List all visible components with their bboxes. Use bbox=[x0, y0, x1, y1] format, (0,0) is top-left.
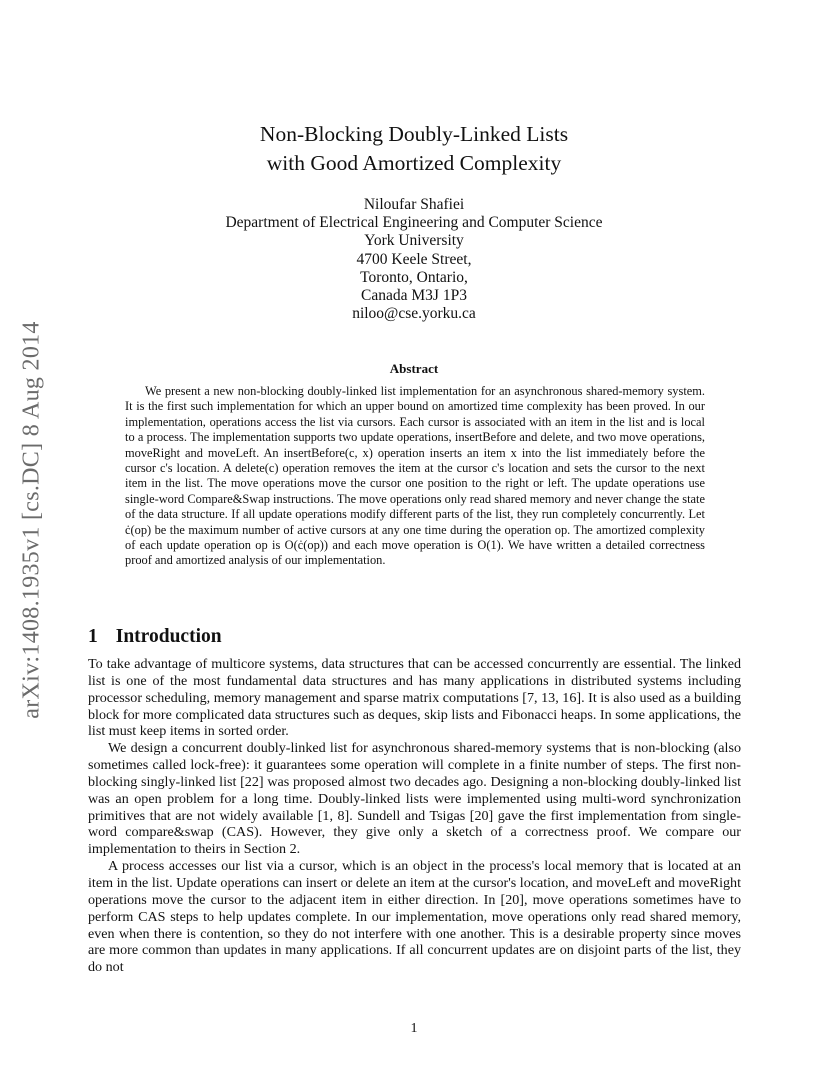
title-line-2: with Good Amortized Complexity bbox=[266, 151, 562, 175]
page-number: 1 bbox=[410, 1021, 418, 1036]
body-paragraph: A process accesses our list via a cursor, which is an object in the process's local memory that is located at an item in the list. Update operations can insert or delete an item at the cursor's location, and moveLeft and moveRight operations move the cursor to the adjacent item in either direction. In [20], move operations sometimes have to perform CAS steps to help updates complete. In our implementation, move operations only read shared memory, even when there is contention, so they do not interfere with one another. This is a desirable property since moves are more common than updates in many applications. If all concurrent updates are on disjoint parts of the list, they do not bbox=[88, 858, 741, 976]
body-paragraph: To take advantage of multicore systems, data structures that can be accessed concurrently are essential. The linked list is one of the most fundamental data structures and has many applications in distributed systems including processor scheduling, memory management and sparse matrix computations [7, 13, 16]. It is also used as a building block for more complicated data structures such as deques, skip lists and Fibonacci heaps. In some applications, the list must keep items in sorted order. bbox=[88, 656, 741, 740]
author-block bbox=[0, 196, 828, 323]
section-title: Introduction bbox=[115, 626, 222, 647]
author-email: niloo@cse.yorku.ca bbox=[352, 305, 476, 323]
author-city: Toronto, Ontario, bbox=[360, 268, 468, 286]
author-country: Canada M3J 1P3 bbox=[361, 287, 467, 305]
abstract-text: We present a new non-blocking doubly-linked list implementation for an asynchronous shared-memory system. It is the first such implementation for which an upper bound on amortized time complexity has been proved. In our implementation, operations access the list via cursors. Each cursor is associated with an item in the list and is local to a process. The implementation supports two update operations, insertBefore and delete, and two move operations, moveRight and moveLeft. An insertBefore(c, x) operation inserts an item x into the list immediately before the cursor c's location. A delete(c) operation removes the item at the cursor c's location and sets the cursor to the next item in the list. The move operations move the cursor one position to the right or left. The update operations use single-word Compare&Swap instructions. The move operations only read shared memory and never change the state of the data structure. If all update operations modify different parts of the list, they run completely concurrently. Let ċ(op) be the maximum number of active cursors at any one time during the operation op. The amortized complexity of each update operation op is O(ċ(op)) and each move operation is O(1). We have written a detailed correctness proof and amortized analysis of our implementation. bbox=[125, 384, 705, 568]
section-heading bbox=[88, 626, 222, 648]
author-university: York University bbox=[364, 232, 464, 250]
section-number: 1 bbox=[88, 626, 98, 647]
paper-title bbox=[0, 120, 828, 178]
author-name: Niloufar Shafiei bbox=[363, 196, 465, 213]
section-body bbox=[88, 656, 741, 976]
abstract-heading: Abstract bbox=[389, 361, 439, 376]
author-street: 4700 Keele Street, bbox=[356, 250, 472, 268]
body-paragraph: We design a concurrent doubly-linked list for asynchronous shared-memory systems that is non-blocking (also sometimes called lock-free): it guarantees some operation will complete in a finite number of steps. The first non-blocking singly-linked list [22] was proposed almost two decades ago. Designing a non-blocking doubly-linked list was an open problem for a long time. Doubly-linked lists were implemented using multi-word synchronization primitives that are not widely available [1, 8]. Sundell and Tsigas [20] gave the first implementation from single-word compare&swap (CAS). However, they give only a sketch of a correctness proof. We compare our implementation to theirs in Section 2. bbox=[88, 740, 741, 858]
author-department: Department of Electrical Engineering and Computer Science bbox=[225, 214, 603, 232]
title-line-1: Non-Blocking Doubly-Linked Lists bbox=[259, 122, 569, 146]
arxiv-identifier: arXiv:1408.1935v1 [cs.DC] 8 Aug 2014 bbox=[18, 321, 45, 719]
